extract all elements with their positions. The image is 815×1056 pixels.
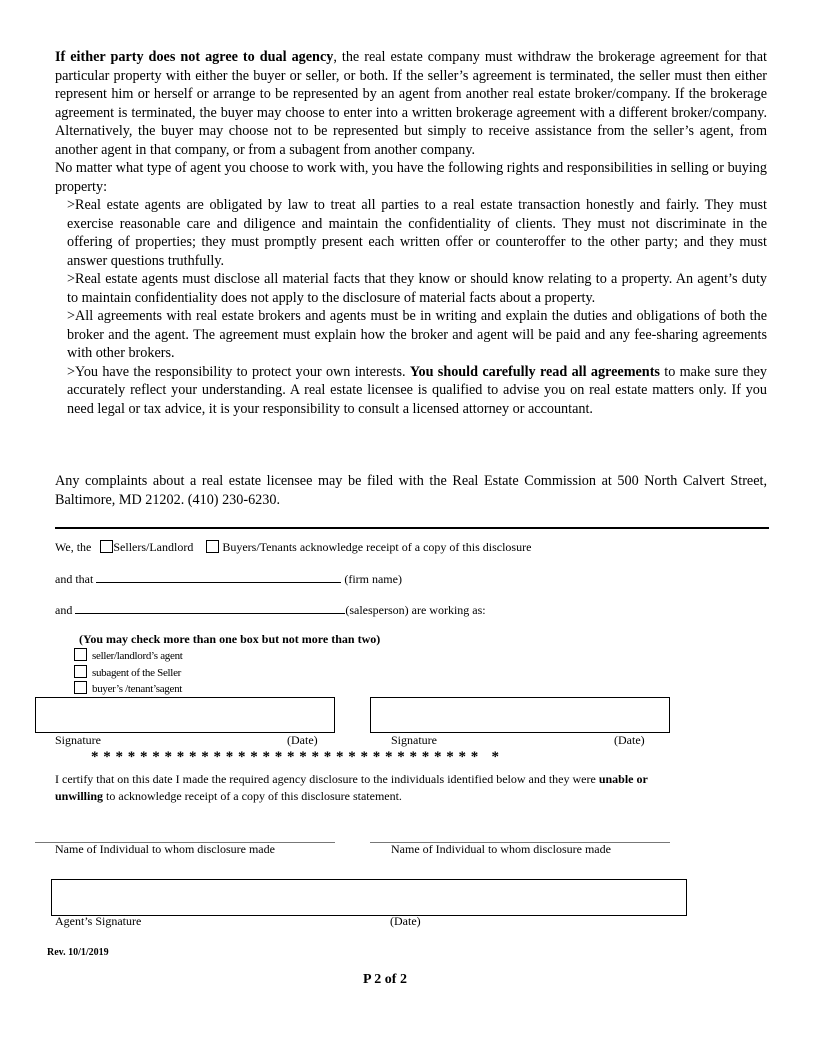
agent-signature-label: Agent’s Signature [55,914,142,928]
signature-label-2: Signature [391,733,437,747]
signature-label-1: Signature [55,733,101,747]
date-label-2: (Date) [614,733,645,747]
page-number: P 2 of 2 [363,972,407,987]
disclosure-body [55,48,767,418]
buyers-tenants-checkbox[interactable] [206,540,219,553]
firm-name-line: and that (firm name) [55,572,402,586]
check-note: (You may check more than one box but not more than two) [79,632,381,646]
date-label-1: (Date) [287,733,318,747]
sellers-landlord-checkbox[interactable] [100,540,113,553]
revision-label: Rev. 10/1/2019 [47,947,109,958]
role-checkbox[interactable] [74,665,87,678]
rights-item-3: >All agreements with real estate brokers and agents must be in writing and explain the duties and obligations of both the broker and the agent. The agreement must explain how the broker and agent will be paid and any fee-sharing agreements with other brokers. [67,308,767,361]
dual-agency-text: , the real estate company must withdraw the brokerage agreement for that particular property with either the buyer or seller, or both. If the seller’s agreement is terminated, the seller must then either represent him or herself or arrange to be represented by an agent from another real estate broker/company. If the brokerage agreement is terminated, the buyer may choose to enter into a written brokerage agreement with a different broker/company. Alternatively, the buyer may choose not to be represented but simply to receive assistance from the seller’s agent, from another agent in that company, or from a subagent from another company. [55,49,767,158]
section-divider [55,527,769,529]
signature-box-2[interactable] [370,697,670,733]
role-checkbox[interactable] [74,681,87,694]
agent-date-label: (Date) [390,914,421,928]
sellers-landlord-label: Sellers/Landlord [113,540,194,554]
name-label-1: Name of Individual to whom disclosure made [55,842,275,856]
salesperson-field[interactable] [75,602,345,614]
complaints-paragraph: Any complaints about a real estate licensee may be filed with the Real Estate Commission at 500 North Calvert Street, Baltimore, MD 21202. (410) 230-6230. [55,473,767,508]
star-separator: * * * * * * * * * * * * * * * * * * * * * * * * * * * * * * * * * [91,749,500,765]
salesperson-label: (salesperson) are working as: [345,603,486,617]
role-options [74,648,183,698]
role-option: subagent of the Seller [74,665,183,682]
rights-item-1: >Real estate agents are obligated by law to treat all parties to a real estate transaction honestly and fairly. They must exercise reasonable care and diligence and maintain the confidentiality of clients. They must not discriminate in the offering of properties; they must promptly present each written offer or counteroffer to the other party; and they must answer questions truthfully. [67,197,767,269]
dual-agency-lead: If either party does not agree to dual agency [55,49,334,65]
dual-agency-paragraph [55,48,767,159]
firm-name-label: (firm name) [344,572,402,586]
role-option: seller/landlord’s agent [74,648,183,665]
salesperson-line: and (salesperson) are working as: [55,603,486,617]
rights-intro: No matter what type of agent you choose to work with, you have the following rights and responsibilities in selling or buying property: [55,160,767,195]
certify-statement: I certify that on this date I made the required agency disclosure to the individuals identified below and they were unable or unwilling to acknowledge receipt of a copy of this disclosure statement. [55,772,648,803]
buyers-tenants-label: Buyers/Tenants acknowledge receipt of a copy of this disclosure [222,540,532,554]
rights-item-4: >You have the responsibility to protect your own interests. You should carefully read all agreements to make sure they accurately reflect your understanding. A real estate licensee is qualified to advise you on real estate matters only. If you need legal or tax advice, it is your responsibility to consult a licensed attorney or accountant. [67,363,768,417]
signature-box-1[interactable] [35,697,335,733]
role-checkbox[interactable] [74,648,87,661]
rights-item-2: >Real estate agents must disclose all material facts that they know or should know relating to a property. An agent’s duty to maintain confidentiality does not apply to the disclosure of material facts about a property. [67,271,767,306]
firm-name-field[interactable] [96,571,341,583]
acknowledgement-line: We, the Sellers/Landlord Buyers/Tenants acknowledge receipt of a copy of this disclosure [55,540,532,554]
name-label-2: Name of Individual to whom disclosure made [391,842,611,856]
agent-signature-box[interactable] [51,879,687,916]
role-option: buyer’s /tenant’sagent [74,681,183,698]
